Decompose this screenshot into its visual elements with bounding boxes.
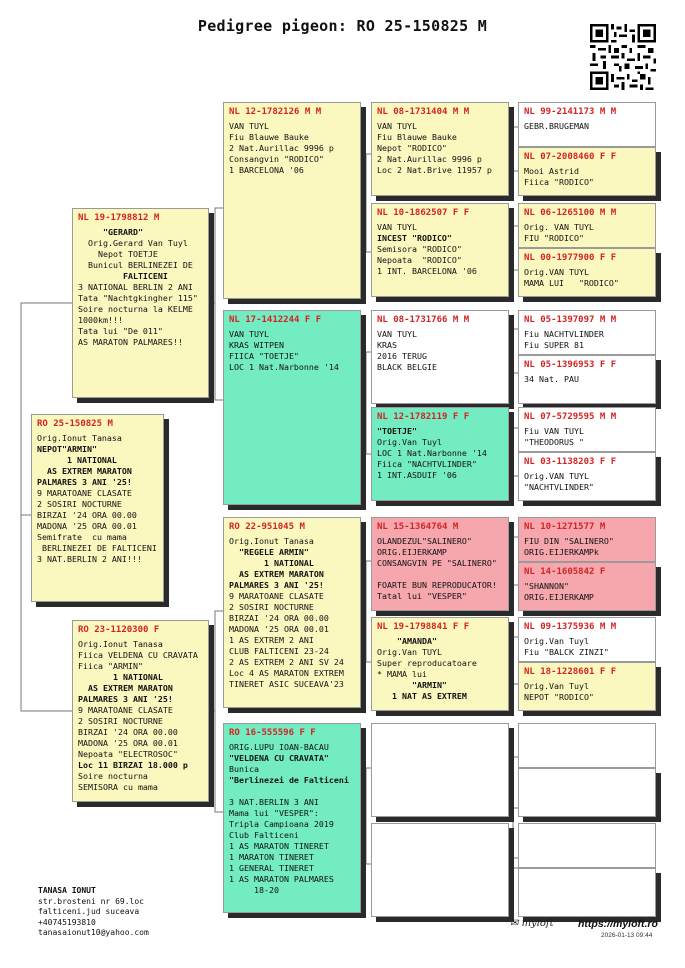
ancestor-card[interactable] — [518, 768, 656, 817]
ring-number: NL 99-2141173 M M — [524, 107, 617, 117]
pigeon-info-line: Orig.Ionut Tanasa — [78, 639, 163, 649]
great-grandparent-card[interactable] — [371, 102, 509, 196]
ring-number: NL 05-1397097 M M — [524, 315, 617, 325]
ring-number: NL 07-5729595 M M — [524, 412, 617, 422]
pigeon-info-line: Fiica VELDENA CU CRAVATA — [78, 650, 198, 660]
ancestor-card[interactable] — [518, 203, 656, 248]
ring-number: NL 15-1364764 M — [377, 522, 459, 532]
pigeon-info-line: 2 AS EXTREM 2 ANI SV 24 — [229, 657, 344, 667]
pigeon-info-line: Nepoata "RODICO" — [377, 255, 462, 265]
breeder-phone: +40745193810 — [38, 917, 96, 927]
pigeon-info-line: BERLINEZEI DE FALTICENI — [37, 543, 157, 553]
great-grandparent-card[interactable] — [371, 517, 509, 611]
pigeon-info-line: "GERARD" — [78, 227, 143, 237]
great-grandparent-card[interactable] — [371, 617, 509, 711]
ancestor-card[interactable] — [518, 407, 656, 452]
breeder-address-line1: str.brosteni nr 69.loc — [38, 896, 144, 906]
pigeon-info-line: Orig.Gerard Van Tuyl — [78, 238, 188, 248]
pigeon-info-line: FIU "RODICO" — [524, 233, 584, 243]
pigeon-info-line: Orig. VAN TUYL — [524, 222, 594, 232]
pigeon-info-line: Fiu "BALCK ZINZI" — [524, 647, 609, 657]
ancestor-card[interactable] — [518, 102, 656, 147]
ring-number: NL 10-1271577 M — [524, 522, 606, 532]
breeder-email: tanasaionut10@yahoo.com — [38, 928, 149, 937]
grandparent-card[interactable] — [223, 517, 361, 708]
pigeon-info-line: 1 AS MARATON TINERET — [229, 841, 329, 851]
pigeon-info-line: LOC 1 Nat.Narbonne '14 — [377, 448, 487, 458]
pigeon-info-line: Orig.VAN TUYL — [524, 267, 589, 277]
pigeon-info-line: PALMARES 3 ANI '25! — [37, 477, 132, 487]
ancestor-card[interactable] — [518, 452, 656, 501]
pigeon-info-line: FIU DIN "SALINERO" — [524, 536, 614, 546]
great-grandparent-card[interactable] — [371, 823, 509, 917]
pigeon-info-line: FOARTE BUN REPRODUCATOR! — [377, 580, 497, 590]
pigeon-info-line: 3 NAT.BERLIN 3 ANI — [229, 797, 319, 807]
pigeon-info-line: MAMA LUI "RODICO" — [524, 278, 619, 288]
pigeon-info-line: PALMARES 3 ANI '25! — [78, 694, 173, 704]
pigeon-info-line: LOC 1 Nat.Narbonne '14 — [229, 362, 339, 372]
myloft-logo: ✉ myloft — [510, 918, 554, 929]
pigeon-info-line: Nepot TOETJE — [78, 249, 158, 259]
pigeon-info-line: ORIG.EIJERKAMP — [377, 547, 447, 557]
breeder-name: TANASA IONUT — [38, 886, 96, 895]
pigeon-info-line: Fiu Blauwe Bauke — [229, 132, 309, 142]
ancestor-card[interactable] — [518, 617, 656, 662]
great-grandparent-card[interactable] — [371, 310, 509, 404]
pigeon-info-line — [229, 786, 355, 797]
ancestor-card[interactable] — [518, 310, 656, 355]
pigeon-info-line: "TOETJE" — [377, 426, 417, 436]
pigeon-info-line: BIRZAI '24 ORA 00.00 — [229, 613, 329, 623]
ancestor-card[interactable] — [518, 723, 656, 768]
pigeon-info-line: PALMARES 3 ANI '25! — [229, 580, 324, 590]
great-grandparent-card[interactable] — [371, 723, 509, 817]
pigeon-info-line: Orig.Van Tuyl — [524, 681, 589, 691]
pigeon-info-line: Soire nocturna la KELME — [78, 304, 193, 314]
pigeon-info-line: MADONA '25 ORA 00.01 — [229, 624, 329, 634]
ancestor-card[interactable] — [518, 248, 656, 297]
ancestor-card[interactable] — [518, 517, 656, 562]
pigeon-info-line: Tata lui "De 011" — [78, 326, 163, 336]
pigeon-info-line: Super reproducatoare — [377, 658, 477, 668]
pigeon-info-line: CONSANGVIN PE "SALINERO" — [377, 558, 497, 568]
pigeon-info-line: Fiica "NACHTVLINDER" — [377, 459, 477, 469]
pigeon-info-line: Nepot "RODICO" — [377, 143, 447, 153]
pigeon-info-line: Loc 2 Nat.Brive 11957 p — [377, 165, 492, 175]
pigeon-info-line: NEPOT "RODICO" — [524, 692, 594, 702]
ring-number: NL 14-1605842 F — [524, 567, 606, 577]
site-link[interactable]: https://myloft.ro — [578, 918, 658, 930]
ancestor-card[interactable] — [518, 562, 656, 611]
pigeon-info-line: 2 Nat.Aurillac 9996 p — [377, 154, 482, 164]
pigeon-info-line: 1 AS EXTREM 2 ANI — [229, 635, 314, 645]
pigeon-info-line: TINERET ASIC SUCEAVA'23 — [229, 679, 344, 689]
pigeon-info-line: ORIG.EIJERKAMP — [524, 592, 594, 602]
pigeon-info-line: 2016 TERUG — [377, 351, 427, 361]
ancestor-card[interactable] — [518, 868, 656, 917]
pigeon-info-line: AS EXTREM MARATON — [78, 683, 173, 693]
print-timestamp: 2026-01-13 09:44 — [601, 932, 653, 939]
pigeon-info-line: VAN TUYL — [229, 329, 269, 339]
pigeon-info-line: Fiu SUPER 81 — [524, 340, 584, 350]
ring-number: NL 09-1375936 M M — [524, 622, 617, 632]
ring-number: RO 22-951045 M — [229, 522, 305, 532]
pigeon-info-line: Orig.Ionut Tanasa — [229, 536, 314, 546]
pigeon-info-line: Fiu NACHTVLINDER — [524, 329, 604, 339]
grandparent-card[interactable] — [223, 723, 361, 913]
pigeon-info-line: AS EXTREM MARATON — [37, 466, 132, 476]
ring-number: RO 25-150825 M — [37, 419, 113, 429]
pigeon-info-line: "ARMIN" — [377, 680, 447, 690]
pigeon-info-line: Semifrate cu mama — [37, 532, 127, 542]
sire-card[interactable] — [72, 208, 209, 398]
pigeon-info-line: 18-20 — [229, 885, 279, 895]
pigeon-info-line: "REGELE ARMIN" — [229, 547, 309, 557]
great-grandparent-card[interactable] — [371, 407, 509, 501]
pigeon-info-line: "Berlinezei de Falticeni — [229, 775, 349, 785]
pigeon-info-line: Orig.Ionut Tanasa — [37, 433, 122, 443]
pigeon-info-line: 3 NAT.BERLIN 2 ANI!!! — [37, 554, 142, 564]
pigeon-info-line: Orig.Van Tuyl — [377, 437, 442, 447]
pigeon-info-line: VAN TUYL — [377, 222, 417, 232]
pigeon-info-line: Orig.Van Tuyl — [524, 636, 589, 646]
pigeon-info-line: Semisora "RODICO" — [377, 244, 462, 254]
pigeon-info-line: "THEODORUS " — [524, 437, 584, 447]
pigeon-info-line: NEPOT"ARMIN" — [37, 444, 97, 454]
ring-number: NL 05-1396953 F F — [524, 360, 617, 370]
pigeon-info-line: Fiica "RODICO" — [524, 177, 594, 187]
pigeon-info-line: Bunica — [229, 764, 259, 774]
pigeon-info-line: CLUB FALTICENI 23-24 — [229, 646, 329, 656]
pigeon-info-line: KRAS WITPEN — [229, 340, 284, 350]
ancestor-card[interactable] — [518, 662, 656, 711]
pigeon-info-line: Soire nocturna — [78, 771, 148, 781]
pigeon-info-line: Orig.Van TUYL — [377, 647, 442, 657]
pigeon-info-line: Nepoata "ELECTROSOC" — [78, 749, 178, 759]
grandparent-card[interactable] — [223, 102, 361, 299]
pigeon-info-line: BIRZAI '24 ORA 00.00 — [37, 510, 137, 520]
pigeon-info-line: Fiica "ARMIN" — [78, 661, 143, 671]
pigeon-info-line: Loc 4 AS MARATON EXTREM — [229, 668, 344, 678]
great-grandparent-card[interactable] — [371, 203, 509, 297]
pigeon-info-line: VAN TUYL — [377, 329, 417, 339]
pigeon-info-line: ORIG.LUPU IOAN-BACAU — [229, 742, 329, 752]
pigeon-info-line: 1 BARCELONA '06 — [229, 165, 304, 175]
pigeon-info-line: 9 MARATOANE CLASATE — [78, 705, 173, 715]
pigeon-info-line: "NACHTVLINDER" — [524, 482, 594, 492]
pigeon-info-line: Tripla Campioana 2019 — [229, 819, 334, 829]
breeder-address-line2: falticeni.jud suceava — [38, 907, 140, 916]
pigeon-info-line: 1 AS MARATON PALMARES — [229, 874, 334, 884]
ancestor-card[interactable] — [518, 147, 656, 196]
pigeon-info-line: AS EXTREM MARATON — [229, 569, 324, 579]
pigeon-info-line: 1000km!!! — [78, 315, 123, 325]
ring-number: NL 06-1265100 M M — [524, 208, 617, 218]
pigeon-info-line: 34 Nat. PAU — [524, 374, 579, 384]
pigeon-info-line: 1 INT. BARCELONA '06 — [377, 266, 477, 276]
ring-number: NL 08-1731766 M M — [377, 315, 470, 325]
pigeon-info-line: 9 MARATOANE CLASATE — [229, 591, 324, 601]
brand-block — [510, 918, 660, 944]
ring-number: NL 19-1798812 M — [78, 213, 160, 223]
pigeon-info-line: Tata "Nachtgkingher 115" — [78, 293, 198, 303]
pigeon-info-line: 1 GENERAL TINERET — [229, 863, 314, 873]
pigeon-info-line: 3 NATIONAL BERLIN 2 ANI — [78, 282, 193, 292]
pigeon-info-line: "VELDENA CU CRAVATA" — [229, 753, 329, 763]
ring-number: NL 03-1138203 F F — [524, 457, 617, 467]
grandparent-card[interactable] — [223, 310, 361, 505]
pigeon-info-line: Fiu VAN TUYL — [524, 426, 584, 436]
subject-card[interactable] — [31, 414, 164, 602]
ancestor-card[interactable] — [518, 823, 656, 868]
pigeon-info-line — [377, 569, 503, 580]
ring-number: NL 12-1782126 M M — [229, 107, 322, 117]
pigeon-info-line: Fiu Blauwe Bauke — [377, 132, 457, 142]
pigeon-info-line: KRAS — [377, 340, 397, 350]
pigeon-info-line: BIRZAI '24 ORA 00.00 — [78, 727, 178, 737]
pigeon-info-line: * MAMA lui — [377, 669, 427, 679]
pigeon-info-line: INCEST "RODICO" — [377, 233, 452, 243]
pigeon-info-line: GEBR.BRUGEMAN — [524, 121, 589, 131]
pigeon-info-line: "SHANNON" — [524, 581, 569, 591]
pigeon-info-line: Club Falticeni — [229, 830, 299, 840]
ring-number: NL 18-1228601 F F — [524, 667, 617, 677]
ring-number: NL 10-1862507 F F — [377, 208, 470, 218]
pigeon-info-line: Mooi Astrid — [524, 166, 579, 176]
pigeon-info-line: SEMISORA cu mama — [78, 782, 158, 792]
pigeon-info-line: 1 NATIONAL — [78, 672, 163, 682]
pigeon-info-line: 9 MARATOANE CLASATE — [37, 488, 132, 498]
pigeon-info-line: BLACK BELGIE — [377, 362, 437, 372]
pigeon-info-line: 1 NATIONAL — [37, 455, 117, 465]
pigeon-info-line: "AMANDA" — [377, 636, 437, 646]
pigeon-info-line: MADONA '25 ORA 00.01 — [37, 521, 137, 531]
pigeon-info-line: Bunicul BERLINEZEI DE — [78, 260, 193, 270]
pigeon-info-line: VAN TUYL — [377, 121, 417, 131]
ring-number: NL 12-1782119 F F — [377, 412, 470, 422]
ring-number: NL 19-1798841 F F — [377, 622, 470, 632]
pigeon-info-line: FALTICENI — [78, 271, 168, 281]
pigeon-info-line: Tatal lui "VESPER" — [377, 591, 467, 601]
pigeon-info-line: 2 SOSIRI NOCTURNE — [78, 716, 163, 726]
pigeon-info-line: Orig.VAN TUYL — [524, 471, 589, 481]
pigeon-info-line: 1 NAT AS EXTREM — [377, 691, 467, 701]
pigeon-info-line: AS MARATON PALMARES!! — [78, 337, 183, 347]
pigeon-info-line: 2 SOSIRI NOCTURNE — [229, 602, 314, 612]
ring-number: NL 00-1977900 F F — [524, 253, 617, 263]
pigeon-info-line: OLANDEZUL"SALINERO" — [377, 536, 472, 546]
ring-number: NL 07-2008460 F F — [524, 152, 617, 162]
pigeon-info-line: MADONA '25 ORA 00.01 — [78, 738, 178, 748]
pigeon-info-line: Mama lui "VESPER": — [229, 808, 319, 818]
pigeon-info-line: VAN TUYL — [229, 121, 269, 131]
page-title: Pedigree pigeon: RO 25-150825 M — [197, 17, 488, 35]
dam-card[interactable] — [72, 620, 209, 802]
pigeon-info-line: 1 INT.ASDUIF '06 — [377, 470, 457, 480]
pigeon-info-line: 1 MARATON TINERET — [229, 852, 314, 862]
pigeon-info-line: ORIG.EIJERKAMPk — [524, 547, 599, 557]
pigeon-info-line: Loc 11 BIRZAI 18.000 p — [78, 760, 188, 770]
ring-number: RO 23-1120300 F — [78, 625, 160, 635]
logo-text: myloft — [521, 918, 554, 929]
pigeon-info-line: FIICA "TOETJE" — [229, 351, 299, 361]
breeder-contact — [38, 886, 149, 939]
ring-number: NL 08-1731404 M M — [377, 107, 470, 117]
ring-number: NL 17-1412244 F F — [229, 315, 322, 325]
pigeon-info-line: 2 SOSIRI NOCTURNE — [37, 499, 122, 509]
ring-number: RO 16-555596 F F — [229, 728, 316, 738]
pigeon-info-line: Consangvin "RODICO" — [229, 154, 324, 164]
pigeon-info-line: 1 NATIONAL — [229, 558, 314, 568]
pigeon-info-line: 2 Nat.Aurillac 9996 p — [229, 143, 334, 153]
ancestor-card[interactable] — [518, 355, 656, 404]
